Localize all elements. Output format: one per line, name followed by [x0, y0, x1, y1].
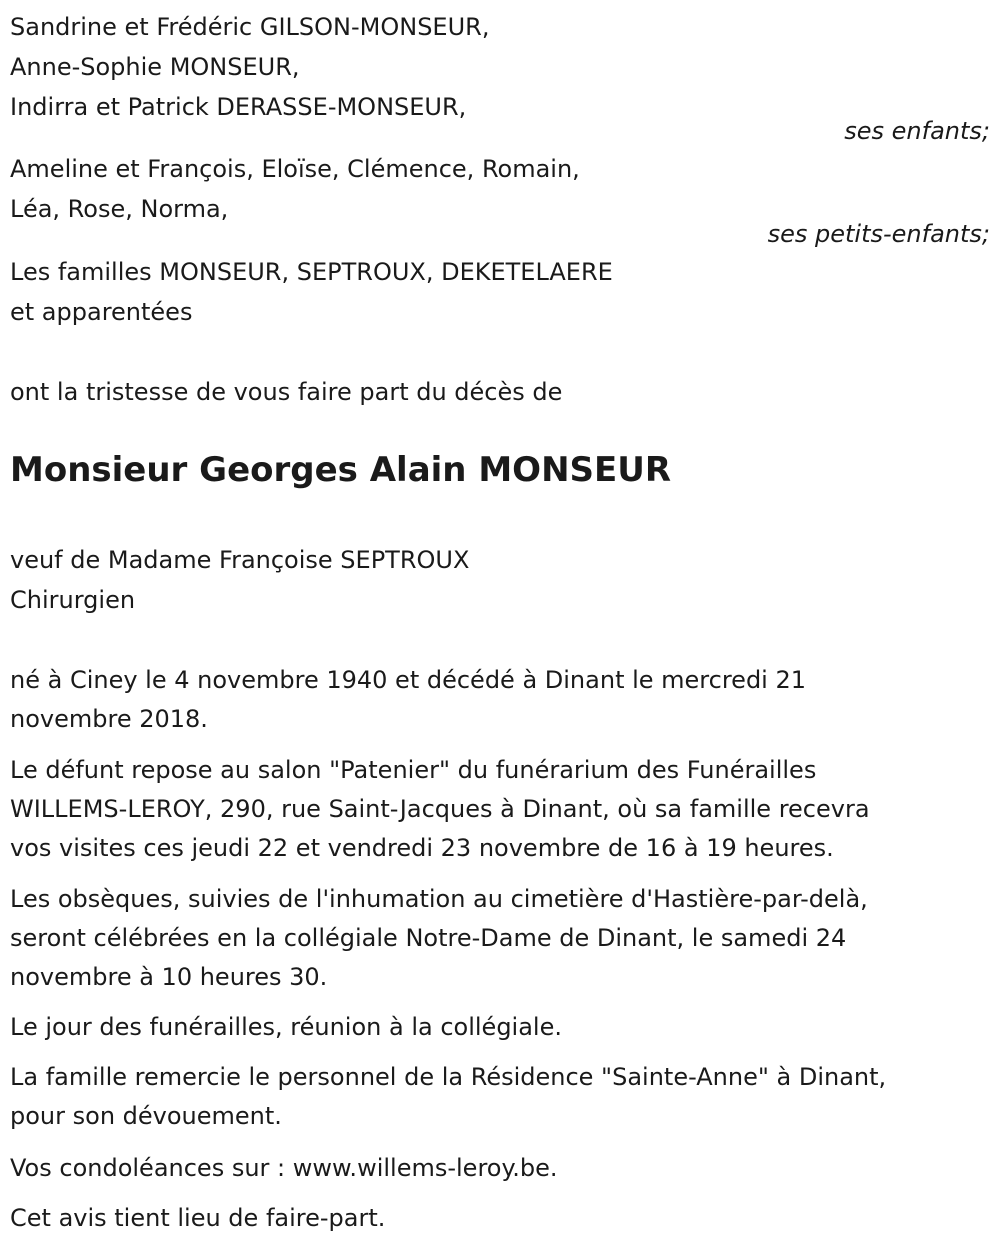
detail-line: Chirurgien	[10, 586, 136, 614]
children-line: Indirra et Patrick DERASSE-MONSEUR,	[10, 93, 467, 121]
paragraph-line: Le défunt repose au salon "Patenier" du funérarium des Funérailles	[10, 756, 817, 784]
paragraph-line: Le jour des funérailles, réunion à la collégiale.	[10, 1013, 562, 1041]
paragraph-line: Les obsèques, suivies de l'inhumation au cimetière d'Hastière-par-delà,	[10, 885, 868, 913]
paragraph-line: novembre 2018.	[10, 705, 208, 733]
paragraph-line: seront célébrées en la collégiale Notre-Dame de Dinant, le samedi 24	[10, 924, 847, 952]
grandchildren-label: ses petits-enfants;	[767, 220, 990, 248]
families-line: et apparentées	[10, 298, 193, 326]
paragraph-line: WILLEMS-LEROY, 290, rue Saint-Jacques à Dinant, où sa famille recevra	[10, 795, 870, 823]
children-label: ses enfants;	[844, 117, 990, 145]
families-line: Les familles MONSEUR, SEPTROUX, DEKETELAERE	[10, 258, 613, 286]
paragraph-line: pour son dévouement.	[10, 1102, 282, 1130]
paragraph-line: La famille remercie le personnel de la Résidence "Sainte-Anne" à Dinant,	[10, 1063, 887, 1091]
grandchildren-line: Léa, Rose, Norma,	[10, 195, 229, 223]
announcement: ont la tristesse de vous faire part du décès de	[10, 378, 563, 406]
paragraph-line: novembre à 10 heures 30.	[10, 963, 328, 991]
children-line: Anne-Sophie MONSEUR,	[10, 53, 300, 81]
paragraph-line: Vos condoléances sur : www.willems-leroy.be.	[10, 1154, 558, 1182]
children-line: Sandrine et Frédéric GILSON-MONSEUR,	[10, 13, 490, 41]
paragraph-line: né à Ciney le 4 novembre 1940 et décédé à Dinant le mercredi 21	[10, 666, 807, 694]
deceased-name: Monsieur Georges Alain MONSEUR	[10, 450, 672, 490]
detail-line: veuf de Madame Françoise SEPTROUX	[10, 546, 470, 574]
grandchildren-line: Ameline et François, Eloïse, Clémence, Romain,	[10, 155, 580, 183]
paragraph-line: vos visites ces jeudi 22 et vendredi 23 novembre de 16 à 19 heures.	[10, 834, 834, 862]
paragraph-line: Cet avis tient lieu de faire-part.	[10, 1204, 386, 1232]
